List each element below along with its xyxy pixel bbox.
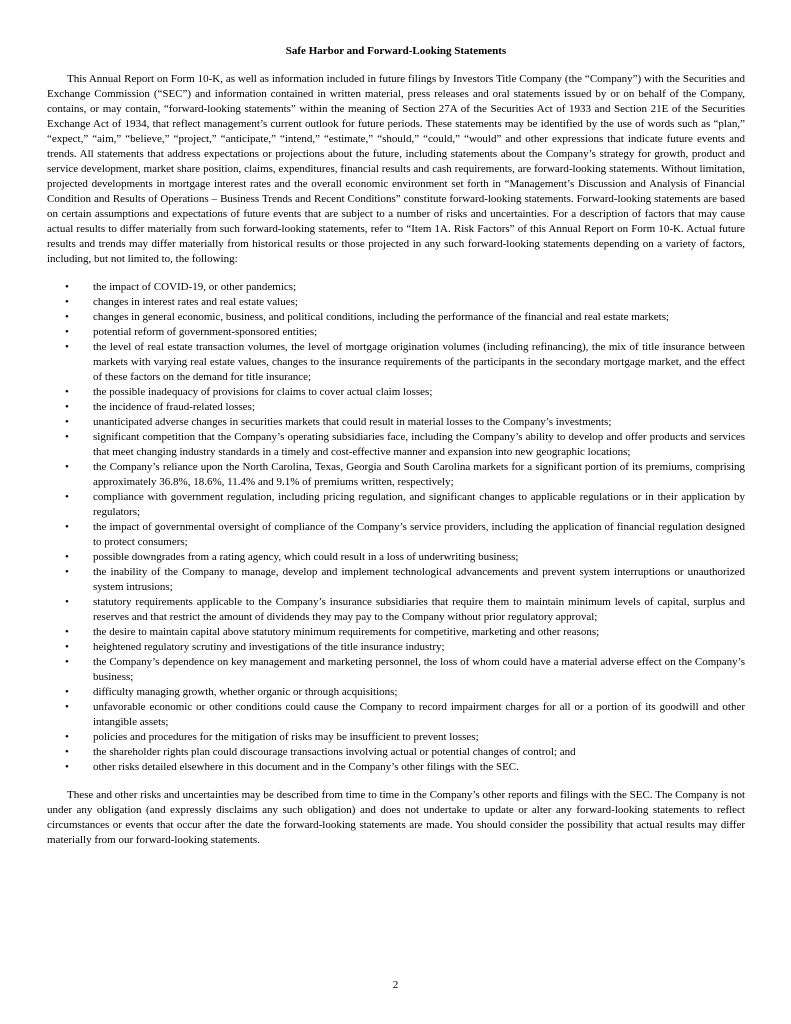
risk-factor-list <box>47 280 745 775</box>
bullet-icon: • <box>65 551 69 563</box>
list-item <box>47 280 745 295</box>
bullet-icon: • <box>65 566 69 578</box>
list-item <box>47 400 745 415</box>
bullet-icon: • <box>65 686 69 698</box>
list-item-text: compliance with government regulation, including pricing regulation, and significant changes to applicable regulations or in their application by regulators; <box>93 491 745 518</box>
list-item-text: policies and procedures for the mitigation of risks may be insufficient to prevent losses; <box>93 731 479 743</box>
list-item-text: the Company’s reliance upon the North Carolina, Texas, Georgia and South Carolina markets for a significant portion of its premiums, comprising approximately 36.8%, 18.6%, 11.4% and 9.1% of premiums written, respectively; <box>93 461 745 488</box>
list-item <box>47 490 745 520</box>
bullet-icon: • <box>65 701 69 713</box>
bullet-icon: • <box>65 761 69 773</box>
list-item <box>47 550 745 565</box>
bullet-icon: • <box>65 746 69 758</box>
list-item <box>47 625 745 640</box>
list-item-text: the level of real estate transaction volumes, the level of mortgage origination volumes (including refinancing), the mix of title insurance between markets with varying real estate values, changes to the insurance requirements of the participants in the secondary mortgage market, and the effect of these factors on the demand for title insurance; <box>93 341 745 383</box>
list-item-text: unfavorable economic or other conditions could cause the Company to record impairment charges for all or a portion of its goodwill and other intangible assets; <box>93 701 745 728</box>
bullet-icon: • <box>65 296 69 308</box>
bullet-icon: • <box>65 521 69 533</box>
bullet-icon: • <box>65 416 69 428</box>
list-item-text: the impact of COVID-19, or other pandemics; <box>93 281 297 293</box>
list-item-text: the shareholder rights plan could discourage transactions involving actual or potential changes of control; and <box>93 746 576 758</box>
list-item <box>47 430 745 460</box>
bullet-icon: • <box>65 401 69 413</box>
list-item-text: heightened regulatory scrutiny and investigations of the title insurance industry; <box>93 641 445 653</box>
page-number: 2 <box>392 979 399 991</box>
bullet-icon: • <box>65 311 69 323</box>
list-item-text: difficulty managing growth, whether organic or through acquisitions; <box>93 686 398 698</box>
list-item <box>47 640 745 655</box>
list-item <box>47 415 745 430</box>
bullet-icon: • <box>65 641 69 653</box>
list-item-text: the impact of governmental oversight of compliance of the Company’s service providers, including the application of financial regulation designed to protect consumers; <box>93 521 745 548</box>
list-item <box>47 385 745 400</box>
list-item-text: statutory requirements applicable to the Company’s insurance subsidiaries that require them to maintain minimum levels of capital, surplus and reserves and that restrict the amount of dividends they may pay to the Company without prior regulatory approval; <box>93 596 745 623</box>
list-item-text: the incidence of fraud-related losses; <box>93 401 255 413</box>
list-item <box>47 700 745 730</box>
list-item <box>47 730 745 745</box>
list-item-text: significant competition that the Company’s operating subsidiaries face, including the Company’s ability to develop and offer products and services that meet changing industry standards in a timely and cost-effective manner and expansion into new geographic locations; <box>93 431 745 458</box>
list-item-text: the inability of the Company to manage, develop and implement technological advancements and prevent system interruptions or unauthorized system intrusions; <box>93 566 745 593</box>
list-item <box>47 460 745 490</box>
bullet-icon: • <box>65 626 69 638</box>
list-item <box>47 325 745 340</box>
list-item-text: changes in general economic, business, and political conditions, including the performance of the financial and real estate markets; <box>93 311 670 323</box>
document-page <box>47 44 745 848</box>
bullet-icon: • <box>65 326 69 338</box>
page-title: Safe Harbor and Forward-Looking Statements <box>285 45 507 57</box>
list-item <box>47 685 745 700</box>
list-item <box>47 655 745 685</box>
list-item <box>47 310 745 325</box>
list-item-text: unanticipated adverse changes in securities markets that could result in material losses to the Company’s investments; <box>93 416 612 428</box>
bullet-icon: • <box>65 461 69 473</box>
list-item <box>47 520 745 550</box>
list-item <box>47 760 745 775</box>
list-item-text: the desire to maintain capital above statutory minimum requirements for competitive, marketing and other reasons; <box>93 626 600 638</box>
list-item-text: potential reform of government-sponsored entities; <box>93 326 318 338</box>
bullet-icon: • <box>65 281 69 293</box>
closing-paragraph: These and other risks and uncertainties may be described from time to time in the Company’s other reports and filings with the SEC. The Company is not under any obligation (and expressly disclaims any such obligation) and does not undertake to update or alter any forward-looking statements to reflect circumstances or events that occur after the date the forward-looking statements are made. You should consider the possibility that actual results may differ materially from our forward-looking statements. <box>47 789 745 846</box>
bullet-icon: • <box>65 491 69 503</box>
list-item-text: the possible inadequacy of provisions for claims to cover actual claim losses; <box>93 386 433 398</box>
bullet-icon: • <box>65 431 69 443</box>
bullet-icon: • <box>65 731 69 743</box>
list-item-text: the Company’s dependence on key management and marketing personnel, the loss of whom could have a material adverse effect on the Company’s business; <box>93 656 745 683</box>
bullet-icon: • <box>65 596 69 608</box>
list-item <box>47 745 745 760</box>
bullet-icon: • <box>65 386 69 398</box>
list-item <box>47 595 745 625</box>
bullet-icon: • <box>65 341 69 353</box>
list-item <box>47 340 745 385</box>
list-item-text: other risks detailed elsewhere in this document and in the Company’s other filings with the SEC. <box>93 761 519 773</box>
list-item <box>47 295 745 310</box>
intro-paragraph: This Annual Report on Form 10-K, as well as information included in future filings by Investors Title Company (the “Company”) with the Securities and Exchange Commission (“SEC”) and information contained in written material, press releases and oral statements issued by or on behalf of the Company, contains, or may contain, “forward-looking statements” within the meaning of Section 27A of the Securities Act of 1933 and Section 21E of the Securities Exchange Act of 1934, that reflect management’s current outlook for future periods. These statements may be identified by the use of words such as “plan,” “expect,” “aim,” “believe,” “project,” “anticipate,” “intend,” “estimate,” “should,” “could,” “would” and other expressions that indicate future events and trends. All statements that address expectations or projections about the future, including statements about the Company’s strategy for growth, product and service development, market share position, claims, expenditures, financial results and cash requirements, are forward-looking statements. Without limitation, projected developments in mortgage interest rates and the overall economic environment set forth in “Management’s Discussion and Analysis of Financial Condition and Results of Operations – Business Trends and Recent Conditions” constitute forward-looking statements. Forward-looking statements are based on certain assumptions and expectations of future events that are subject to a number of risks and uncertainties. For a description of factors that may cause actual results to differ materially from such forward-looking statements, refer to “Item 1A. Risk Factors” of this Annual Report on Form 10-K. Actual future results and trends may differ materially from historical results or those projected in any such forward-looking statements depending on a variety of factors, including, but not limited to, the following: <box>47 73 745 265</box>
list-item-text: changes in interest rates and real estate values; <box>93 296 298 308</box>
list-item-text: possible downgrades from a rating agency, which could result in a loss of underwriting business; <box>93 551 519 563</box>
list-item <box>47 565 745 595</box>
bullet-icon: • <box>65 656 69 668</box>
